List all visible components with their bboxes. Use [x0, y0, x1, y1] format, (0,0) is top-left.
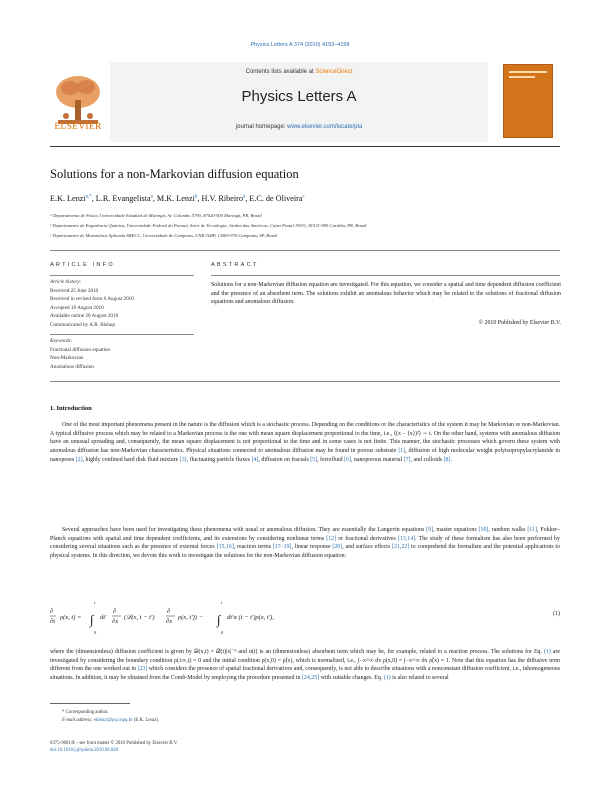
keyword-item: Anomalous diffusion: [50, 363, 94, 370]
abstract-rule: [211, 275, 560, 276]
keyword-item: Non-Markovian: [50, 355, 84, 361]
svg-text:∂x: ∂x: [166, 618, 173, 625]
citation-link[interactable]: (1): [543, 649, 551, 655]
paragraph-text: , linear response: [291, 544, 333, 551]
email-suffix: (E.K. Lenzi).: [132, 718, 160, 723]
article-title: Solutions for a non-Markovian diffusion equation: [50, 167, 299, 181]
elsevier-wordmark[interactable]: ELSEVIER: [54, 122, 102, 132]
svg-text:ρ(x, t) =: ρ(x, t) =: [60, 614, 82, 621]
intro-paragraph-2: [50, 526, 560, 561]
section-divider: [50, 250, 560, 251]
svg-text:t: t: [221, 600, 223, 605]
paragraph-text: is also related to several: [390, 675, 449, 682]
doi-link[interactable]: doi:10.1016/j.physleta.2010.08.049: [50, 748, 119, 753]
keywords-label: Keywords:: [50, 338, 73, 344]
citation-link[interactable]: [9]: [426, 527, 434, 533]
journal-homepage: [110, 124, 488, 130]
svg-text:(𝒟(x, t − t′): (𝒟(x, t − t′): [124, 614, 155, 621]
citation-link[interactable]: [2]: [75, 456, 83, 463]
author-name: E.C. de Oliveira: [249, 194, 303, 203]
paragraph-text: One of the most important phenomena present in the nature is the diffusion which is a stochastic process. Depending on the conditions or the characteristics of the system it may be Markovian or non-Markovian. A typical diffusive process which may be related to a Markovian process is the one with mean square displacement proportional to the time, i.e., ⟨(x − ⟨x⟩)²⟩ ∼ t. On the other hand, systems with anomalous diffusion have an unusual spreading and, consequently, the mean square displacement is not proportional to the time and in some cases is not finite. This manner, the stochastic processes which govern these system with anomalous diffusion has non-Markovian characteristics. Physical situations connected to anomalous diffusion may be found in porous substrate: [50, 422, 560, 455]
paragraph-text: , highly confined hard disk fluid mixture: [82, 456, 180, 463]
author-separator: ,: [91, 194, 96, 203]
paragraph-text: .: [450, 456, 452, 463]
article-info-heading: ARTICLE INFO: [50, 262, 115, 268]
citation-link[interactable]: [7]: [403, 456, 411, 463]
history-communicated: Communicated by A.R. Bishop: [50, 321, 115, 328]
citation-link[interactable]: [15,16]: [216, 544, 234, 551]
history-label: Article history:: [50, 279, 82, 285]
svg-text:dt′α (t − t′)ρ(x, t′),: dt′α (t − t′)ρ(x, t′),: [227, 614, 274, 621]
email-note: [62, 717, 159, 724]
journal-cover-thumbnail[interactable]: [503, 64, 553, 138]
paragraph-text: to comprehend the formalism and the potential applications to physical systems. In this direction, we devote this work to investigate the solutions for the non-Markovian diffusion equation:: [50, 544, 561, 560]
citation-link[interactable]: [4]: [251, 456, 259, 463]
svg-text:0: 0: [94, 630, 97, 635]
author-affiliation-mark[interactable]: a: [242, 194, 246, 200]
paragraph-text: are investigated by considering the boundary condition ρ(±∞,t) = 0 and the initial condition ρ(x,0) = ρ̃(x), which is normalized, i.e., ∫₋∞^∞ dx ρ(x,0) = ∫₋∞^∞ dx ρ̃(x) = 1. Note that this equation has the diffusive term different from the one worked out in: [50, 649, 560, 673]
paragraph-text: , and surface effects: [342, 544, 393, 551]
author-affiliation-mark[interactable]: c: [302, 194, 305, 200]
intro-paragraph-3: [50, 648, 560, 683]
author-affiliation-mark[interactable]: a,*: [85, 194, 92, 200]
paragraph-text: , diffusion of high molecular weight polyisopropylacrylamide in nanopores: [50, 448, 560, 463]
cover-title-stripe: [509, 71, 547, 73]
front-matter-rule: [50, 381, 560, 382]
keywords-rule: [50, 334, 194, 335]
paragraph-text: , ferrofluid: [317, 456, 345, 463]
affiliation-c: ᶜ Departamento de Matemática Aplicada IMECC, Universidade de Campinas, UNICAMP, 13083-970 Campinas, SP, Brazil: [50, 233, 278, 238]
footnote-rule: [50, 703, 130, 704]
author-name: M.K. Lenzi: [156, 194, 195, 203]
history-revised: Received in revised form 6 August 2010: [50, 296, 134, 302]
email-label: E-mail address:: [62, 718, 94, 723]
paragraph-text: . The study of these formalism has also been performed by considering several situations such as the presence of external forces: [50, 535, 560, 551]
article-info-rule: [50, 275, 194, 276]
journal-title: Physics Letters A: [241, 88, 357, 105]
svg-text:0: 0: [221, 630, 224, 635]
homepage-prefix: journal homepage:: [235, 124, 288, 130]
citation-link[interactable]: (1): [383, 675, 391, 682]
paragraph-text: with suitable changes. Eq.: [319, 675, 384, 682]
svg-text:∂t: ∂t: [50, 618, 56, 625]
citation-link[interactable]: [17–19]: [272, 544, 292, 551]
affiliation-b: ᵇ Departamento de Engenharia Química, Universidade Federal do Paraná, Setor de Tecnologia, Jardim das Américas, Caixa Postal 19011, 81531-990 Curitiba, PR, Brazil: [50, 223, 367, 228]
paragraph-text: Several approaches have been used for investigating these phenomena with usual or anomalous diffusion. They are essentially the Langevin equations: [62, 527, 427, 533]
author-affiliation-mark[interactable]: b: [194, 194, 198, 200]
svg-text:ρ(x, t′)) −: ρ(x, t′)) −: [178, 614, 203, 621]
author-separator: ,: [197, 194, 202, 203]
homepage-link[interactable]: www.elsevier.com/locate/pla: [287, 124, 363, 130]
author-name: H.V. Ribeiro: [201, 194, 243, 203]
author-name: E.K. Lenzi: [50, 194, 86, 203]
equation-1: [50, 594, 560, 640]
paragraph-text: , Fokker–Planck equations with spatial and time dependent coefficients, and its extensions by considering nonlinear terms: [50, 527, 560, 542]
citation-link[interactable]: [23]: [137, 666, 148, 673]
svg-text:∫: ∫: [90, 612, 94, 627]
svg-text:∂: ∂: [113, 608, 117, 615]
citation-link[interactable]: [1]: [398, 448, 406, 455]
paragraph-text: , reaction terms: [233, 544, 273, 551]
journal-reference[interactable]: Physics Letters A 374 (2010) 4193–4198: [250, 42, 350, 48]
paragraph-text: , nanoporous material: [350, 456, 404, 463]
paragraph-text: , diffusion on fractals: [258, 456, 311, 463]
paragraph-text: , random walks: [488, 527, 528, 533]
keyword-item: Fractional diffusion equation: [50, 346, 111, 353]
author-separator: ,: [245, 194, 250, 203]
svg-text:t: t: [94, 600, 96, 605]
paragraph-text: , fluctuating particle fluxes: [186, 456, 252, 463]
paragraph-text: where the (dimensionless) diffusion coefficient is given by 𝒟(x,t) = 𝒟̄(t)|x|⁻ᶯ and α(t) is an (dimensionless) absorbent term which may be, for example, related to a reaction process. The solutions for Eq.: [50, 649, 544, 655]
history-accepted: Accepted 18 August 2010: [50, 304, 104, 311]
citation-link[interactable]: [20]: [332, 544, 343, 551]
history-online: Available online 20 August 2010: [50, 313, 119, 319]
citation-link[interactable]: [21,22]: [392, 544, 410, 551]
cover-subtitle-stripe: [509, 76, 535, 78]
intro-paragraph-1: [50, 421, 560, 465]
svg-text:∂x: ∂x: [112, 618, 119, 625]
citation-link[interactable]: [6]: [344, 456, 351, 463]
header-rule: [50, 146, 560, 147]
equation-1-formula: [50, 594, 310, 640]
affiliation-a: ᵃ Departamento de Física, Universidade Estadual de Maringá, Av. Colombo 5790, 87020-900 Maringá, PR, Brazil: [50, 213, 262, 218]
sciencedirect-link[interactable]: ScienceDirect: [315, 69, 353, 75]
svg-text:∫: ∫: [217, 612, 221, 627]
svg-text:∂: ∂: [50, 608, 54, 615]
author-name: L.R. Evangelista: [95, 194, 151, 203]
abstract-copyright: © 2010 Published by Elsevier B.V.: [478, 320, 561, 326]
paragraph-text: which considers the presence of spatial fractional derivatives and, consequently, is not able to describe situations with a nonconstant diffusion coefficient, i.e., inhomogeneous situations. In addition, it may be obtained from the Comb-Model by employing the procedure presented in: [50, 666, 560, 682]
citation-link[interactable]: [12]: [326, 535, 337, 542]
paragraph-text: , and colloids: [410, 456, 444, 463]
corresponding-author-note: * Corresponding author.: [62, 710, 109, 715]
author-separator: ,: [152, 194, 157, 203]
citation-link[interactable]: [13,14]: [397, 535, 416, 542]
contents-prefix: Contents lists available at: [245, 69, 316, 75]
email-link[interactable]: eklenzi@pq.cnpq.br: [93, 718, 133, 723]
citation-link[interactable]: [5]: [310, 456, 318, 463]
history-received: Received 25 June 2010: [50, 287, 99, 294]
author-list: [50, 194, 305, 203]
citation-link[interactable]: [24,25]: [301, 675, 320, 682]
abstract-text: Solutions for a non-Markovian diffusion equation are investigated. For this equation, we consider a spatial and time dependent diffusion coefficient and the presence of an absorbent term. The solutions exhibit an anomalous behavior which may be related to the solutions of fractional diffusion equations and anomalous diffusion.: [211, 282, 561, 305]
equation-number[interactable]: (1): [553, 611, 560, 617]
citation-link[interactable]: [8]: [443, 456, 451, 463]
issn-line: 0375-9601/$ – see front matter © 2010 Published by Elsevier B.V.: [50, 741, 178, 746]
section-heading-introduction: 1. Introduction: [50, 405, 92, 412]
svg-text:dt′: dt′: [100, 614, 107, 621]
citation-link[interactable]: [11]: [527, 527, 537, 533]
paragraph-text: or fractional derivatives: [336, 535, 398, 542]
contents-line: [110, 69, 488, 75]
paragraph-text: , master equations: [433, 527, 479, 533]
svg-text:∂: ∂: [167, 608, 171, 615]
citation-link[interactable]: [3]: [179, 456, 187, 463]
author-affiliation-mark[interactable]: a: [150, 194, 153, 200]
citation-link[interactable]: [10]: [478, 527, 489, 533]
abstract-heading: ABSTRACT: [211, 262, 259, 268]
